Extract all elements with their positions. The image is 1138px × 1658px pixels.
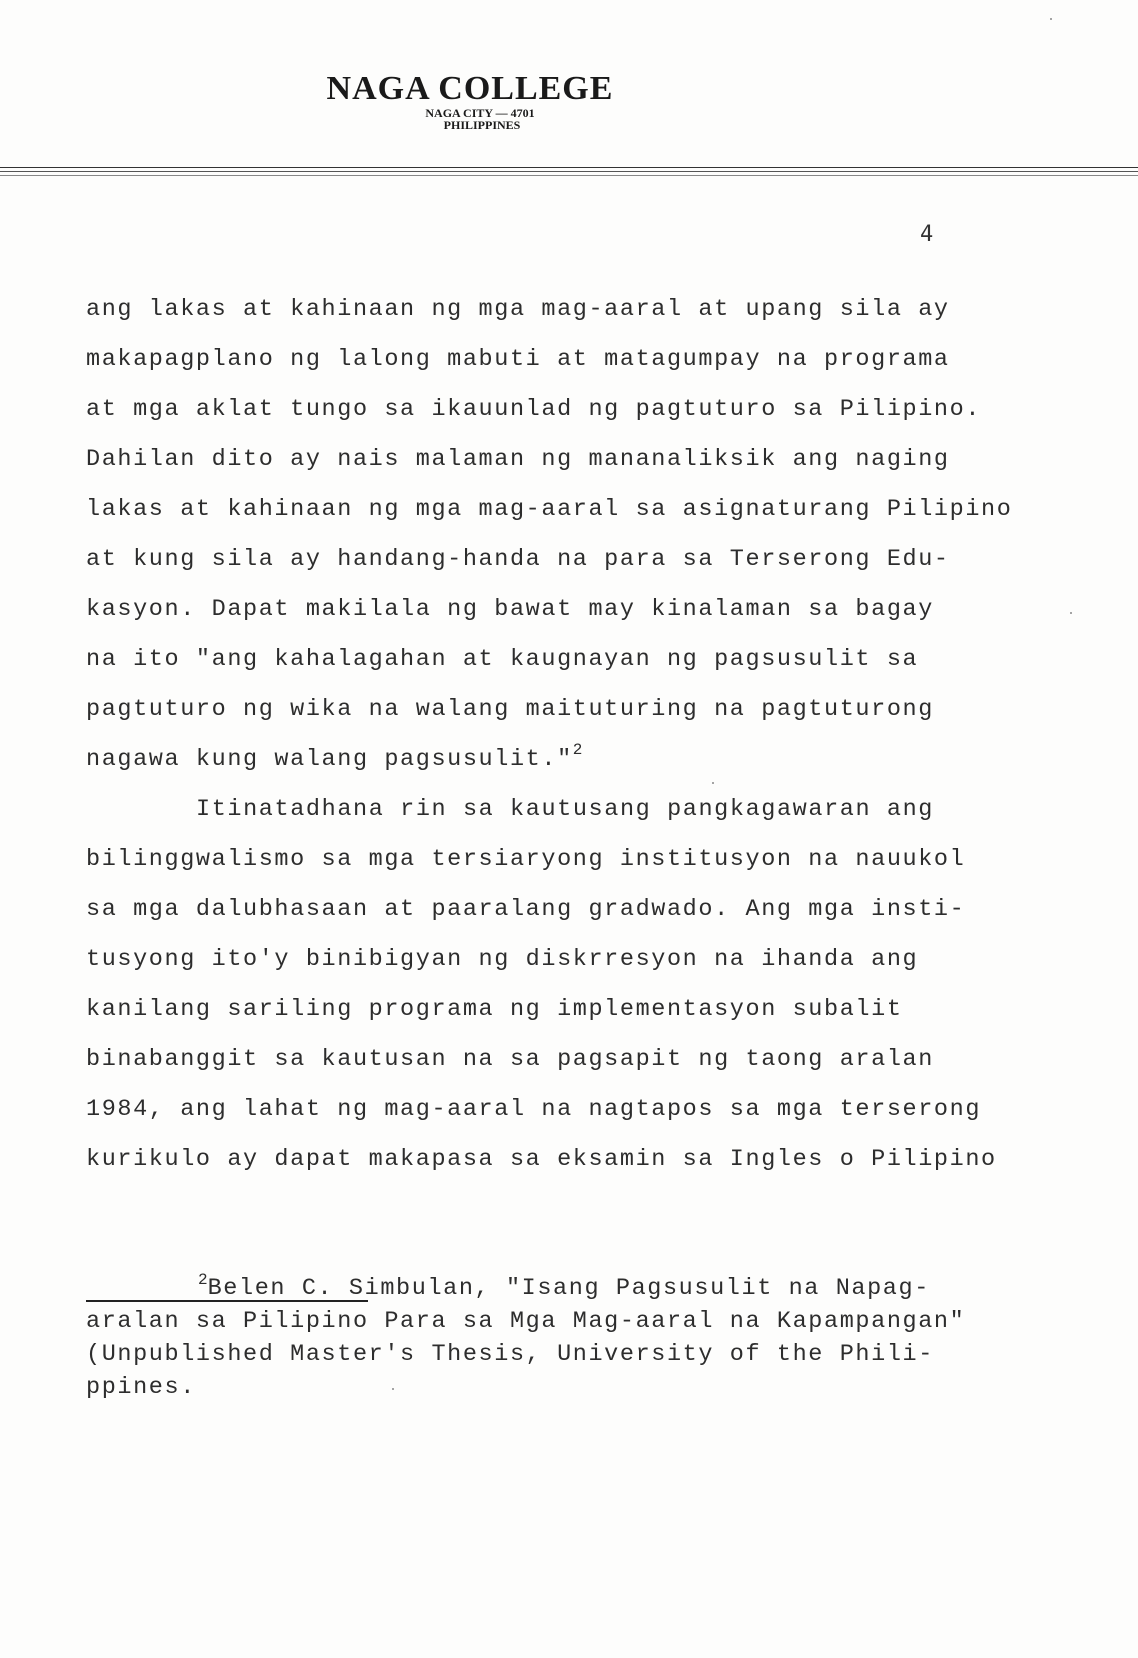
scan-speck <box>1070 612 1072 614</box>
scan-speck <box>1050 18 1052 20</box>
letterhead-institution-name: NAGA COLLEGE <box>326 70 614 107</box>
page-number: 4 <box>920 222 934 247</box>
body-line: lakas at kahinaan ng mga mag-aaral sa asignaturang Pilipino <box>86 496 1013 523</box>
body-line: pagtuturo ng wika na walang maituturing na pagtuturong <box>86 696 934 723</box>
body-line: binabanggit sa kautusan na sa pagsapit ng taong aralan <box>86 1046 934 1073</box>
body-line: tusyong ito'y binibigyan ng diskrresyon na ihanda ang <box>86 946 919 973</box>
body-line: kurikulo ay dapat makapasa sa eksamin sa Ingles o Pilipino <box>86 1146 997 1173</box>
body-line-with-footnote <box>86 741 583 773</box>
body-line: at kung sila ay handang-handa na para sa Terserong Edu- <box>86 546 950 573</box>
body-line: at mga aklat tungo sa ikauunlad ng pagtuturo sa Pilipino. <box>86 396 982 423</box>
body-line: makapagplano ng lalong mabuti at matagumpay na programa <box>86 346 950 373</box>
footnote-line <box>198 1271 930 1302</box>
body-line: na ito "ang kahalagahan at kaugnayan ng pagsusulit sa <box>86 646 919 673</box>
footnote-text: Belen C. Simbulan, "Isang Pagsusulit na Napag- <box>207 1275 930 1302</box>
body-line: Itinatadhana rin sa kautusang pangkagawaran ang <box>196 796 935 823</box>
footnote-mark: 2 <box>198 1271 208 1289</box>
body-line: 1984, ang lahat ng mag-aaral na nagtapos sa mga terserong <box>86 1096 982 1123</box>
body-line-text: nagawa kung walang pagsusulit." <box>86 746 573 773</box>
body-line: Dahilan dito ay nais malaman ng mananaliksik ang naging <box>86 446 950 473</box>
scan-speck <box>712 782 714 784</box>
letterhead-rule <box>0 167 1138 168</box>
letterhead-rule <box>0 171 1138 172</box>
body-line: bilinggwalismo sa mga tersiaryong institusyon na nauukol <box>86 846 966 873</box>
footnote-line: aralan sa Pilipino Para sa Mga Mag-aaral na Kapampangan" <box>86 1308 966 1335</box>
letterhead-country: PHILIPPINES <box>443 118 521 132</box>
scan-speck <box>392 1388 394 1390</box>
footnote-reference: 2 <box>572 741 583 759</box>
body-line: ang lakas at kahinaan ng mga mag-aaral at upang sila ay <box>86 296 950 323</box>
letterhead-city: NAGA CITY — 4701 <box>425 106 535 120</box>
footnote-line: ppines. <box>86 1374 196 1401</box>
body-line: kasyon. Dapat makilala ng bawat may kinalaman sa bagay <box>86 596 934 623</box>
letterhead-rule <box>0 175 1138 176</box>
body-line: kanilang sariling programa ng implementasyon subalit <box>86 996 903 1023</box>
footnote-line: (Unpublished Master's Thesis, University of the Phili- <box>86 1341 934 1368</box>
body-line: sa mga dalubhasaan at paaralang gradwado. Ang mga insti- <box>86 896 966 923</box>
